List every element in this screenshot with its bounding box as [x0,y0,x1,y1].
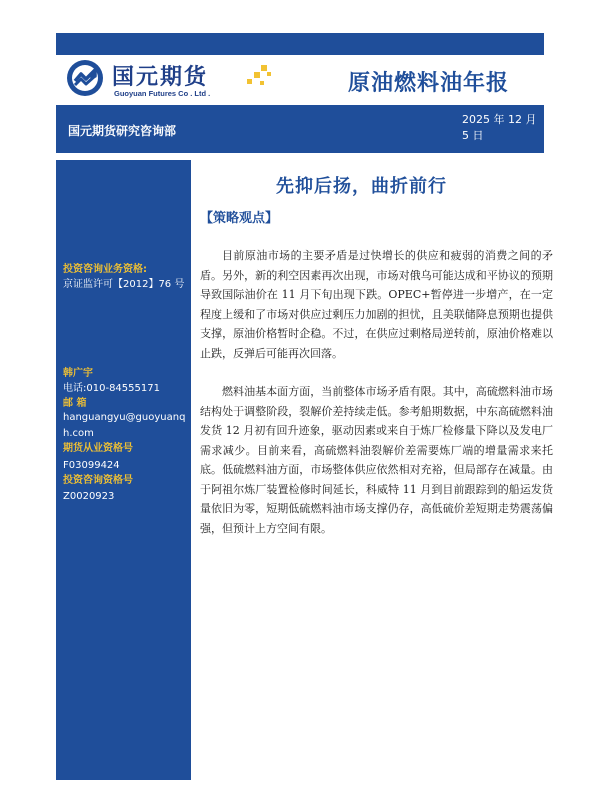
license-value: F03099424 [63,460,120,471]
logo-dots-icon [243,63,273,89]
license-label: 期货从业资格号 [63,443,133,454]
email-label: 邮 箱 [63,398,87,409]
department-label: 国元期货研究咨询部 [68,124,177,138]
company-logo-icon [66,59,104,97]
strategy-paragraph-crude: 目前原油市场的主要矛盾是过快增长的供应和疲弱的消费之间的矛盾。另外，新的利空因素再次出现，市场对俄乌可能达成和平协议的预期导致国际油价在 11 月下旬出现下跌。OPEC+暂停进一步增产，在一定程度上缓和了市场对供应过剩压力加剧的担忧，且美联储降息预期也提供支撑，原油价格暂时企稳。不过，在供应过剩格局逆转前，原油价格难以止跌，反弹后可能再次回落。 [200,249,553,360]
consult-license-label: 投资咨询资格号 [63,475,133,486]
strategy-section-label: 【策略观点】 [200,211,279,226]
consult-license-value: Z0020923 [63,491,115,502]
report-title: 原油燃料油年报 [348,71,510,96]
qualification-value: 京证监许可【2012】76 号 [63,279,185,290]
qualification-label: 投资咨询业务资格: [63,264,147,275]
report-date: 2025 年 12 月 5 日 [462,113,537,142]
report-headline: 先抑后扬，曲折前行 [276,176,447,197]
analyst-name: 韩广宇 [63,368,93,379]
company-name-en: Guoyuan Futures Co . Ltd . [114,89,211,98]
company-name-cn: 国元期货 [112,65,209,90]
email-value[interactable]: hanguangyu@guoyuanqh.com [63,412,186,439]
analyst-phone: 电话:010-84555171 [63,383,160,394]
strategy-paragraph-fuel-oil: 燃料油基本面方面，当前整体市场矛盾有限。其中，高硫燃料油市场结构处于调整阶段，裂解价差持续走低。参考船期数据，中东高硫燃料油发货 12 月初有回升迹象，驱动因素或来自于炼厂检修量下降以及发电厂需求减少。目前来看，高硫燃料油裂解价差需要炼厂端的增量需求来托底。低硫燃料油方面，市场整体供应依然相对充裕，但局部存在减量。由于阿祖尔炼厂装置检修时间延长，科威特 11 月到目前跟踪到的船运发货量依旧为零，短期低硫燃料油市场支撑仍存，高低硫价差短期走势震荡偏强，但预计上方空间有限。 [200,385,553,535]
header-top-bar [56,33,544,55]
